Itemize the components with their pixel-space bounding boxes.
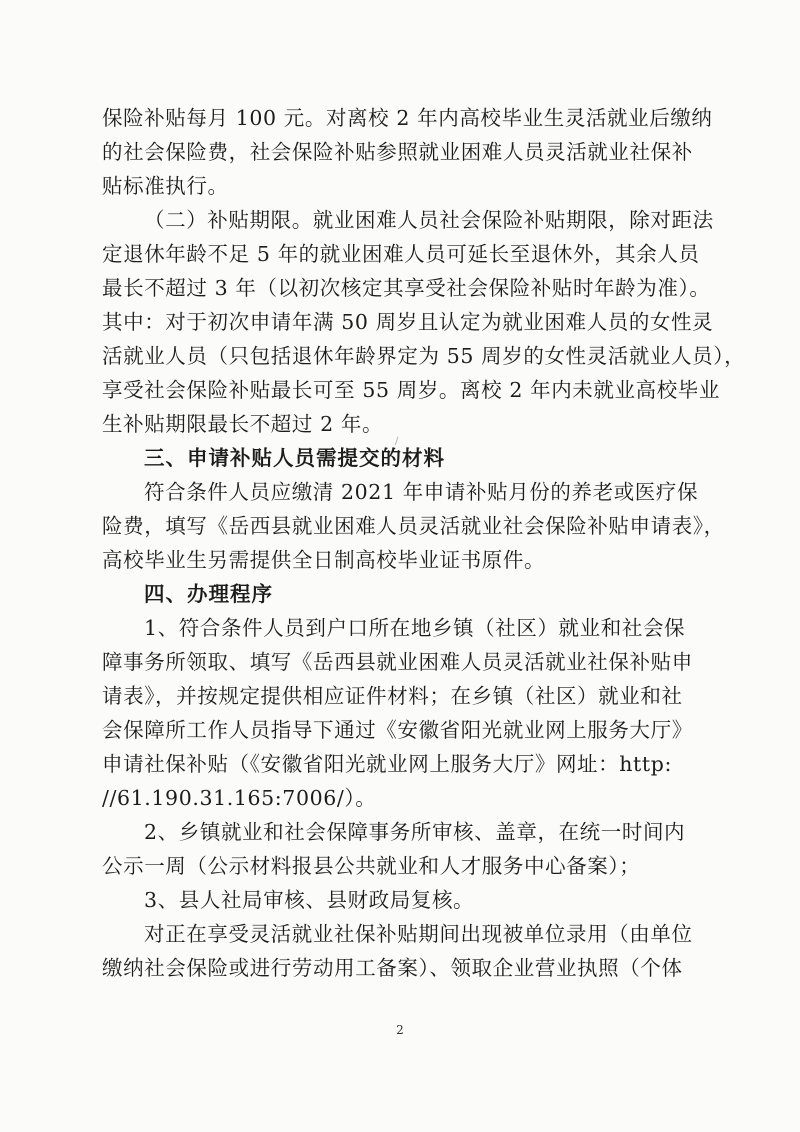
text-line: （二）补贴期限。就业困难人员社会保险补贴期限，除对距法	[144, 208, 714, 232]
text-line: 生补贴期限最长不超过 2 年。	[102, 412, 384, 436]
text-line: 缴纳社会保险或进行劳动用工备案）、领取企业营业执照（个体	[102, 956, 683, 980]
text-line: 定退休年龄不足 5 年的就业困难人员可延长至退休外，其余人员	[102, 242, 700, 266]
text-line: 公示一周（公示材料报县公共就业和人才服务中心备案）；	[102, 854, 641, 878]
section-heading: 三、申请补贴人员需提交的材料	[144, 446, 445, 470]
text-line: 的社会保险费，社会保险补贴参照就业困难人员灵活就业社保补	[102, 140, 693, 164]
text-line: 享受社会保险补贴最长可至 55 周岁。离校 2 年内未就业高校毕业	[102, 378, 720, 402]
section-heading: 四、办理程序	[144, 582, 273, 606]
text-line: 1、符合条件人员到户口所在地乡镇（社区）就业和社会保	[144, 616, 686, 640]
text-line: 符合条件人员应缴清 2021 年申请补贴月份的养老或医疗保	[144, 480, 699, 504]
page-number: 2	[396, 1023, 404, 1037]
text-line: 对正在享受灵活就业社保补贴期间出现被单位录用（由单位	[144, 922, 693, 946]
text-line: 最长不超过 3 年（以初次核定其享受社会保险补贴时年龄为准）。	[102, 276, 711, 300]
text-line: 障事务所领取、填写《岳西县就业困难人员灵活就业社保补贴申	[102, 650, 693, 674]
text-line: 保险补贴每月 100 元。对离校 2 年内高校毕业生灵活就业后缴纳	[102, 106, 713, 130]
text-line: 申请社保补贴（《安徽省阳光就业网上服务大厅》网址：http:	[102, 752, 672, 776]
text-line: 其中：对于初次申请年满 50 周岁且认定为就业困难人员的女性灵	[102, 310, 714, 334]
text-line: 贴标准执行。	[102, 174, 229, 198]
text-line: 活就业人员（只包括退休年龄界定为 55 周岁的女性灵活就业人员），	[102, 344, 746, 368]
text-line: 高校毕业生另需提供全日制高校毕业证书原件。	[102, 548, 546, 572]
text-line: //61.190.31.165:7006/）。	[102, 786, 377, 810]
text-line: 请表》，并按规定提供相应证件材料；在乡镇（社区）就业和社	[102, 684, 683, 708]
text-line: 险费，填写《岳西县就业困难人员灵活就业社会保险补贴申请表》，	[102, 514, 725, 538]
text-line: 2、乡镇就业和社会保障事务所审核、盖章，在统一时间内	[144, 820, 686, 844]
text-line: 3、县人社局审核、县财政局复核。	[144, 888, 475, 912]
text-line: 会保障所工作人员指导下通过《安徽省阳光就业网上服务大厅》	[102, 718, 693, 742]
